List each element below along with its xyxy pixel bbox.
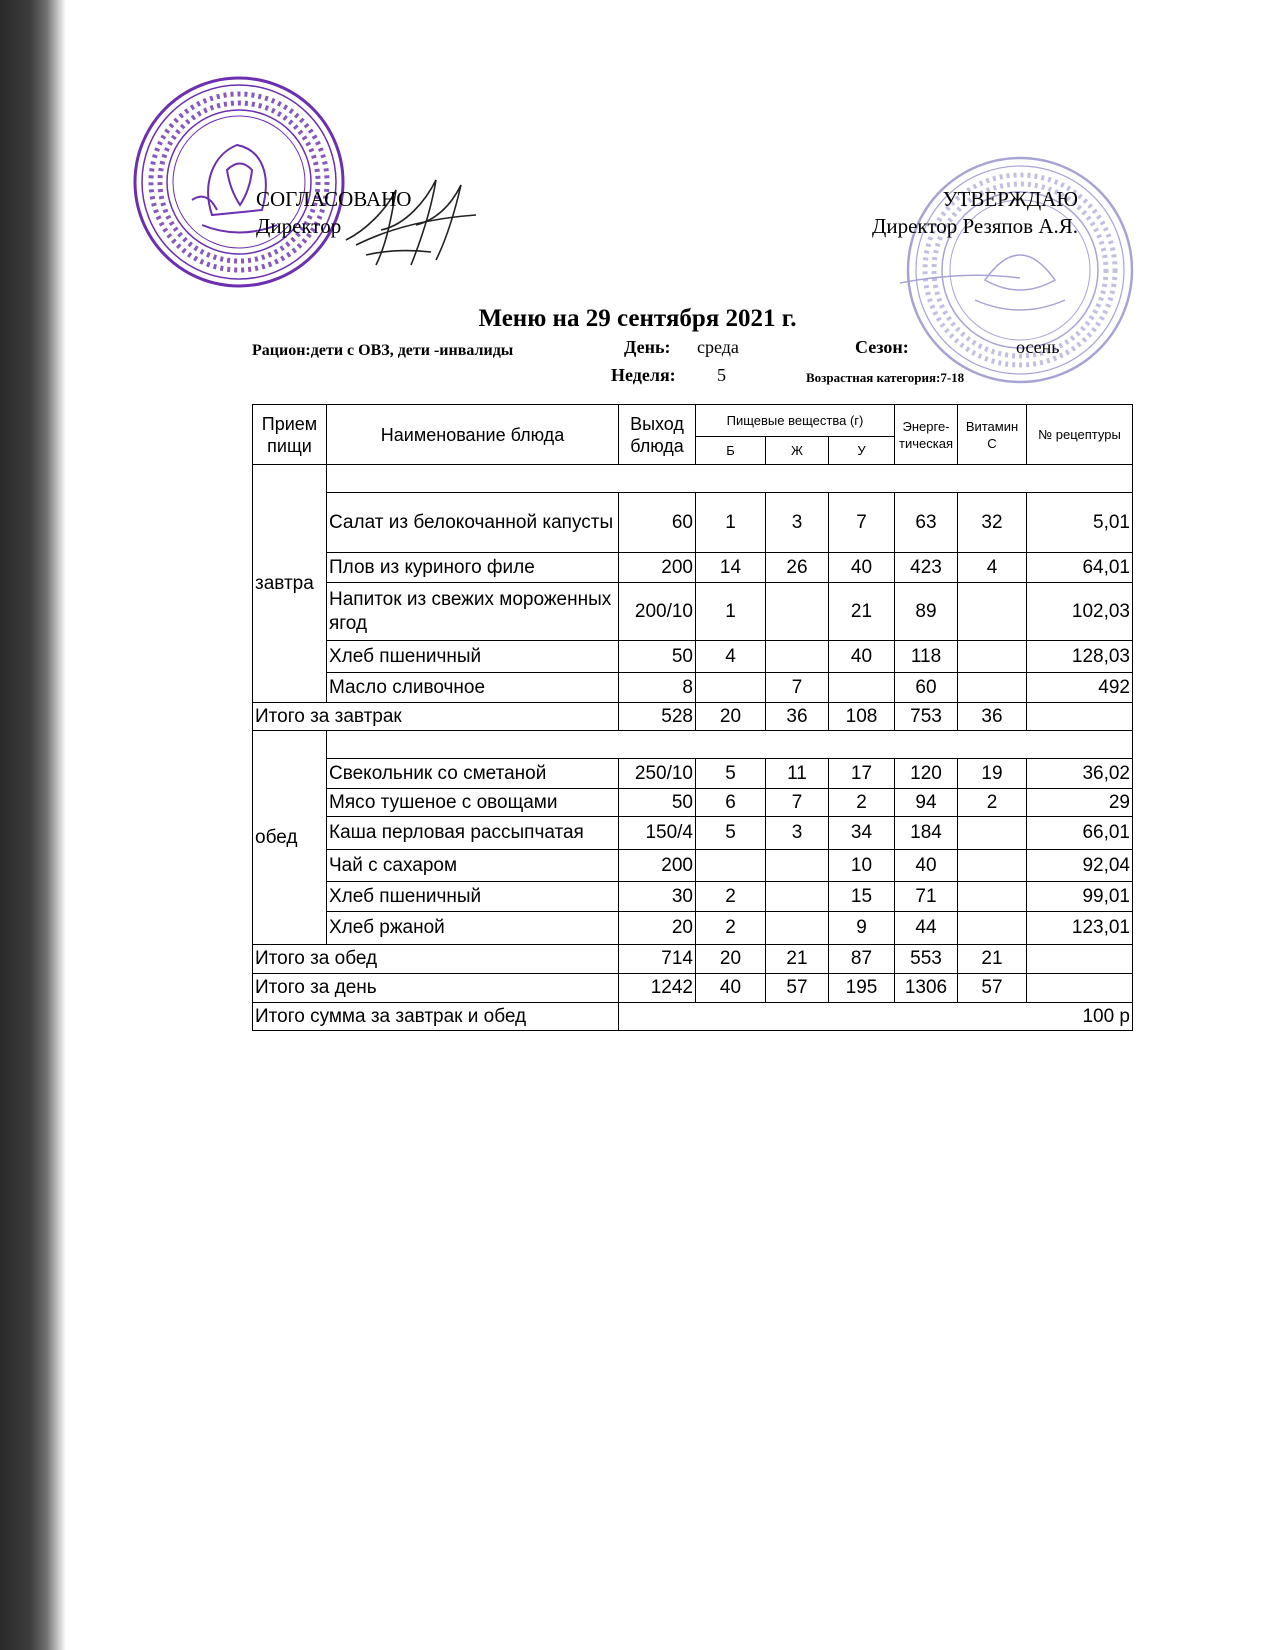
total-output: 714	[619, 945, 696, 974]
dish-output: 50	[619, 641, 696, 673]
table-row	[253, 583, 1133, 641]
dish-vitamin: 19	[958, 759, 1027, 789]
col-dish: Наименование блюда	[327, 405, 619, 465]
dish-carbs: 34	[829, 817, 895, 850]
breakfast-category-row	[253, 465, 1133, 493]
total-label: Итого за обед	[253, 945, 619, 974]
col-recipe: № рецептуры	[1027, 405, 1133, 465]
dish-protein	[696, 673, 766, 703]
total-vit: 36	[958, 703, 1027, 731]
dish-energy: 40	[895, 850, 958, 882]
approval-right	[860, 186, 1078, 240]
day-total-row	[253, 974, 1133, 1003]
dish-name: Каша перловая рассыпчатая	[327, 817, 619, 850]
dish-carbs: 2	[829, 789, 895, 817]
dish-carbs: 17	[829, 759, 895, 789]
table-row	[253, 817, 1133, 850]
sum-total-label: Итого сумма за завтрак и обед	[253, 1003, 619, 1031]
agreed-label: СОГЛАСОВАНО	[256, 187, 412, 211]
dish-output: 200	[619, 553, 696, 583]
age-category: Возрастная категория:7-18	[806, 370, 965, 385]
col-carbs: У	[829, 437, 895, 465]
dish-vitamin	[958, 583, 1027, 641]
total-recipe-empty	[1027, 945, 1133, 974]
dish-name: Напиток из свежих мороженных ягод	[327, 583, 619, 641]
dish-recipe: 36,02	[1027, 759, 1133, 789]
total-vit: 21	[958, 945, 1027, 974]
table-row	[253, 641, 1133, 673]
approve-label: УТВЕРЖДАЮ	[942, 187, 1078, 211]
dish-name: Мясо тушеное с овощами	[327, 789, 619, 817]
day-total-label: Итого за день	[253, 974, 619, 1003]
dish-carbs: 21	[829, 583, 895, 641]
dish-carbs: 7	[829, 493, 895, 553]
day-label: День:	[624, 337, 671, 357]
dish-fat	[766, 850, 829, 882]
total-b: 20	[696, 945, 766, 974]
dish-protein: 1	[696, 583, 766, 641]
lunch-total-row	[253, 945, 1133, 974]
dish-protein: 14	[696, 553, 766, 583]
total-recipe-empty	[1027, 703, 1133, 731]
dish-recipe: 128,03	[1027, 641, 1133, 673]
lunch-category-label: обед	[253, 731, 327, 945]
table-row	[253, 553, 1133, 583]
col-energy: Энерге-тическая	[895, 405, 958, 465]
season-value: осень	[1016, 337, 1060, 357]
dish-name: Хлеб пшеничный	[327, 882, 619, 912]
dish-output: 8	[619, 673, 696, 703]
dish-carbs: 40	[829, 641, 895, 673]
dish-recipe: 66,01	[1027, 817, 1133, 850]
dish-output: 30	[619, 882, 696, 912]
scan-edge	[0, 0, 66, 1650]
dish-fat	[766, 583, 829, 641]
lunch-category-row	[253, 731, 1133, 759]
menu-table	[252, 404, 1133, 1031]
dish-protein: 5	[696, 759, 766, 789]
dish-output: 200/10	[619, 583, 696, 641]
dish-fat: 7	[766, 673, 829, 703]
dish-vitamin	[958, 641, 1027, 673]
total-energy: 553	[895, 945, 958, 974]
director-name: Директор Резяпов А.Я.	[872, 214, 1078, 238]
dish-name: Хлеб пшеничный	[327, 641, 619, 673]
dish-name: Салат из белокочанной капусты	[327, 493, 619, 553]
lunch-section	[253, 731, 1133, 945]
col-meal: Прием пищи	[253, 405, 327, 465]
dish-vitamin: 2	[958, 789, 1027, 817]
table-row	[253, 912, 1133, 945]
dish-carbs: 40	[829, 553, 895, 583]
dish-energy: 44	[895, 912, 958, 945]
dish-energy: 71	[895, 882, 958, 912]
dish-energy: 60	[895, 673, 958, 703]
dish-name: Свекольник со сметаной	[327, 759, 619, 789]
dish-energy: 63	[895, 493, 958, 553]
table-row	[253, 882, 1133, 912]
dish-recipe: 492	[1027, 673, 1133, 703]
diet-label: Рацион:дети с ОВЗ, дети -инвалиды	[252, 342, 514, 359]
dish-vitamin	[958, 882, 1027, 912]
director-label: Директор	[256, 214, 342, 238]
dish-energy: 118	[895, 641, 958, 673]
dish-recipe: 5,01	[1027, 493, 1133, 553]
table-row	[253, 759, 1133, 789]
day-total-energy: 1306	[895, 974, 958, 1003]
dish-name: Плов из куриного филе	[327, 553, 619, 583]
category-blank	[327, 465, 1133, 493]
dish-energy: 89	[895, 583, 958, 641]
dish-carbs	[829, 673, 895, 703]
dish-fat: 11	[766, 759, 829, 789]
table-row	[253, 789, 1133, 817]
dish-protein: 4	[696, 641, 766, 673]
dish-output: 50	[619, 789, 696, 817]
left-seal-stamp	[132, 75, 347, 290]
week-label: Неделя:	[611, 365, 676, 385]
dish-output: 250/10	[619, 759, 696, 789]
breakfast-section	[253, 465, 1133, 703]
dish-recipe: 99,01	[1027, 882, 1133, 912]
category-blank	[327, 731, 1133, 759]
dish-fat: 3	[766, 817, 829, 850]
dish-protein: 5	[696, 817, 766, 850]
sum-total-row	[253, 1003, 1133, 1031]
approval-left	[256, 186, 411, 240]
col-output: Выход блюда	[619, 405, 696, 465]
header-row	[253, 405, 1133, 437]
dish-recipe: 123,01	[1027, 912, 1133, 945]
dish-energy: 423	[895, 553, 958, 583]
dish-fat: 7	[766, 789, 829, 817]
day-total-zh: 57	[766, 974, 829, 1003]
total-u: 108	[829, 703, 895, 731]
dish-recipe: 64,01	[1027, 553, 1133, 583]
dish-vitamin: 4	[958, 553, 1027, 583]
sum-total-value: 100 р	[619, 1003, 1133, 1031]
day-total-vit: 57	[958, 974, 1027, 1003]
total-zh: 36	[766, 703, 829, 731]
dish-fat: 26	[766, 553, 829, 583]
breakfast-category-label: завтра	[253, 465, 327, 703]
col-vitamin: Витамин С	[958, 405, 1027, 465]
day-total-recipe-empty	[1027, 974, 1133, 1003]
dish-output: 200	[619, 850, 696, 882]
dish-output: 20	[619, 912, 696, 945]
total-zh: 21	[766, 945, 829, 974]
dish-name: Масло сливочное	[327, 673, 619, 703]
dish-vitamin	[958, 817, 1027, 850]
dish-vitamin	[958, 850, 1027, 882]
page-title: Меню на 29 сентября 2021 г.	[478, 305, 797, 332]
week-value: 5	[717, 365, 726, 385]
day-total-u: 195	[829, 974, 895, 1003]
dish-energy: 94	[895, 789, 958, 817]
total-b: 20	[696, 703, 766, 731]
total-energy: 753	[895, 703, 958, 731]
col-nutrients: Пищевые вещества (г)	[696, 405, 895, 437]
dish-protein	[696, 850, 766, 882]
dish-vitamin: 32	[958, 493, 1027, 553]
dish-name: Хлеб ржаной	[327, 912, 619, 945]
dish-fat	[766, 882, 829, 912]
dish-recipe: 92,04	[1027, 850, 1133, 882]
dish-fat	[766, 912, 829, 945]
table-row	[253, 493, 1133, 553]
dish-carbs: 9	[829, 912, 895, 945]
dish-recipe: 29	[1027, 789, 1133, 817]
dish-carbs: 15	[829, 882, 895, 912]
dish-energy: 184	[895, 817, 958, 850]
dish-output: 150/4	[619, 817, 696, 850]
dish-protein: 6	[696, 789, 766, 817]
dish-protein: 1	[696, 493, 766, 553]
dish-vitamin	[958, 673, 1027, 703]
dish-recipe: 102,03	[1027, 583, 1133, 641]
table-row	[253, 850, 1133, 882]
dish-protein: 2	[696, 882, 766, 912]
dish-fat: 3	[766, 493, 829, 553]
total-output: 528	[619, 703, 696, 731]
dish-vitamin	[958, 912, 1027, 945]
total-u: 87	[829, 945, 895, 974]
dish-name: Чай с сахаром	[327, 850, 619, 882]
dish-protein: 2	[696, 912, 766, 945]
day-total-output: 1242	[619, 974, 696, 1003]
season-label: Сезон:	[855, 337, 909, 357]
day-total-b: 40	[696, 974, 766, 1003]
total-label: Итого за завтрак	[253, 703, 619, 731]
dish-energy: 120	[895, 759, 958, 789]
day-value: среда	[697, 337, 739, 357]
dish-fat	[766, 641, 829, 673]
table-row	[253, 673, 1133, 703]
dish-carbs: 10	[829, 850, 895, 882]
breakfast-total-row	[253, 703, 1133, 731]
dish-output: 60	[619, 493, 696, 553]
col-fat: Ж	[766, 437, 829, 465]
col-protein: Б	[696, 437, 766, 465]
